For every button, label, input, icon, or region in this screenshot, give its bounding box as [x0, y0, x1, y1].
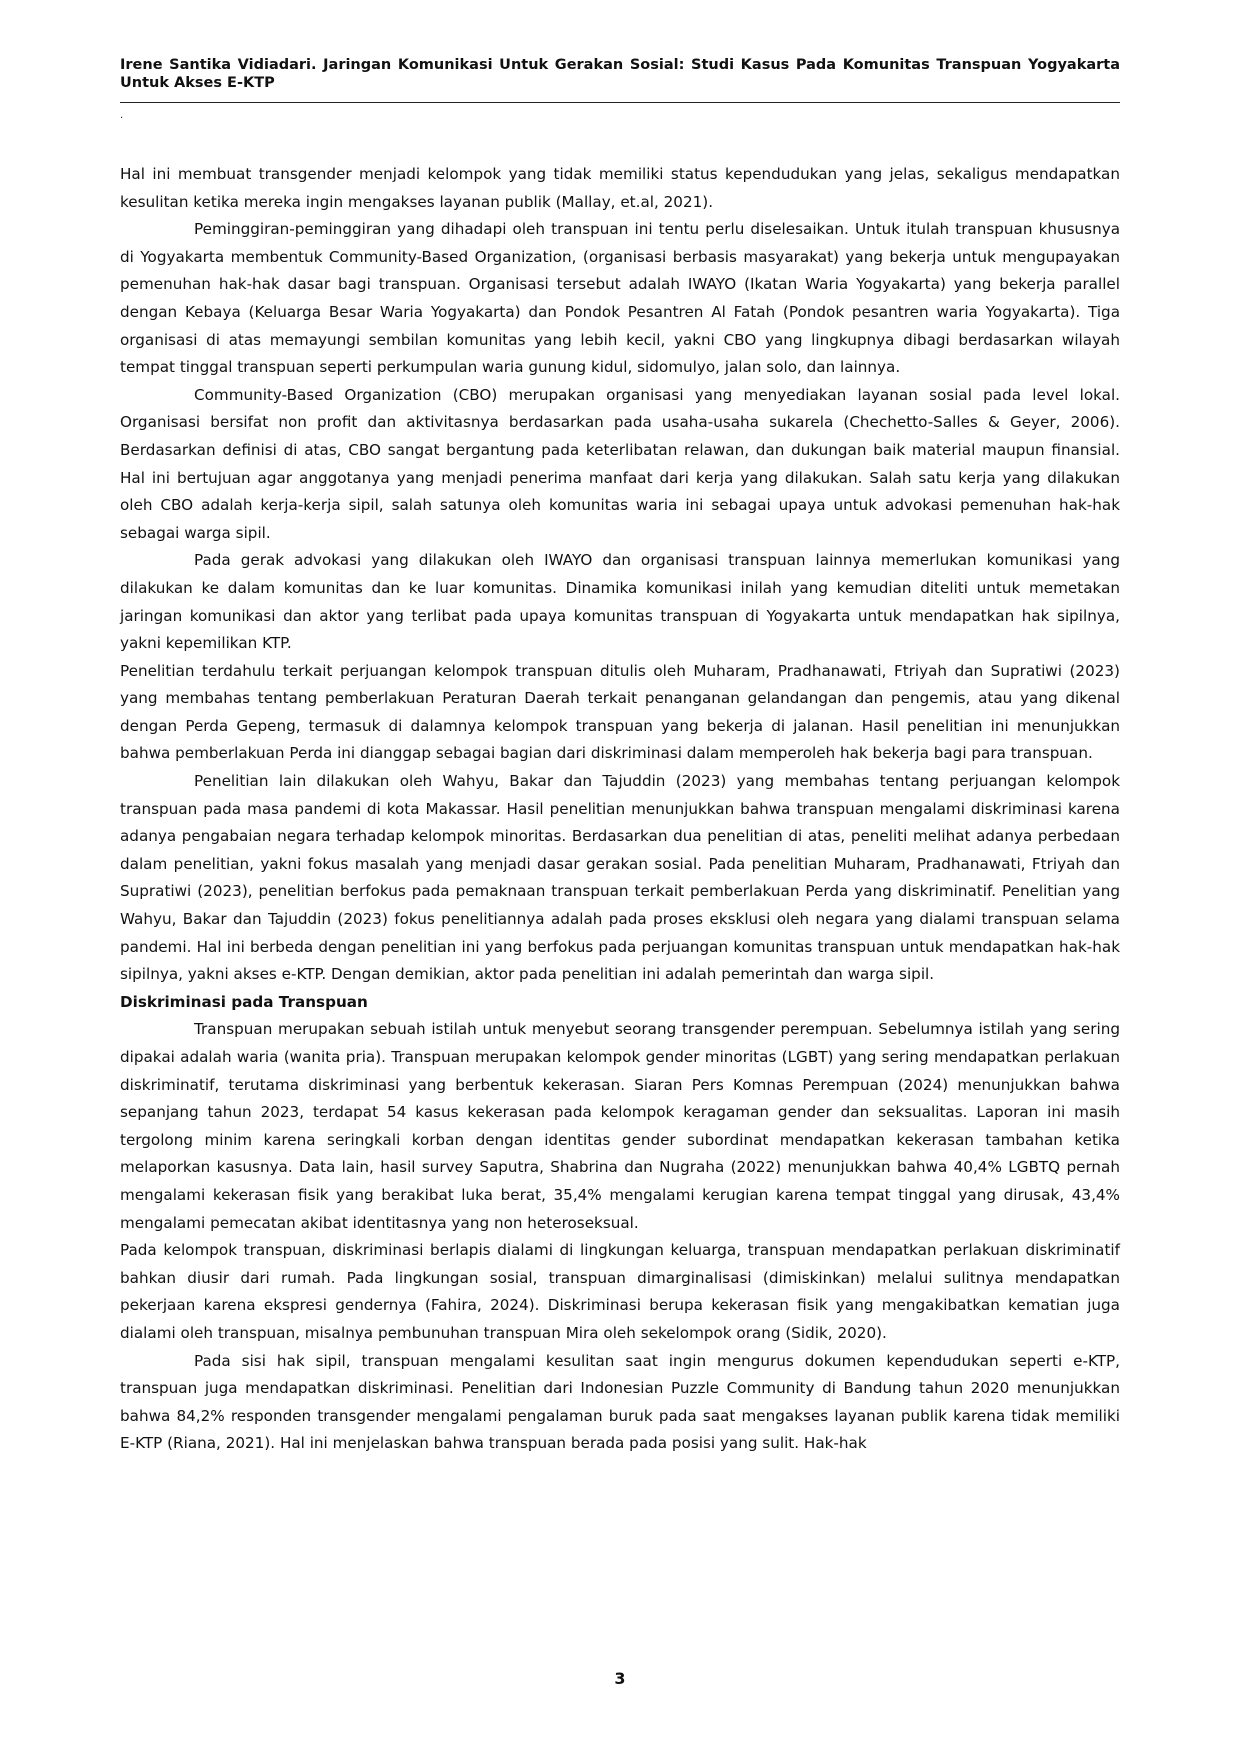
paragraph: Peminggiran-peminggiran yang dihadapi oleh transpuan ini tentu perlu diselesaikan. Untuk itulah transpuan khususnya di Yogyakarta membentuk Community-Based Organization, (organisasi berbasis masyarakat) yang bekerja untuk mengupayakan pemenuhan hak-hak dasar bagi transpuan. Organisasi tersebut adalah IWAYO (Ikatan Waria Yogyakarta) yang bekerja parallel dengan Kebaya (Keluarga Besar Waria Yogyakarta) dan Pondok Pesantren Al Fatah (Pondok pesantren waria Yogyakarta). Tiga organisasi di atas memayungi sembilan komunitas yang lebih kecil, yakni CBO yang lingkupnya dibagi berdasarkan wilayah tempat tinggal transpuan seperti perkumpulan waria gunung kidul, sidomulyo, jalan solo, dan lainnya. — [120, 220, 1120, 377]
paragraph: Transpuan merupakan sebuah istilah untuk menyebut seorang transgender perempuan. Sebelumnya istilah yang sering dipakai adalah waria (wanita pria). Transpuan merupakan kelompok gender minoritas (LGBT) yang sering mendapatkan perlakuan diskriminatif, terutama diskriminasi yang berbentuk kekerasan. Siaran Pers Komnas Perempuan (2024) menunjukkan bahwa sepanjang tahun 2023, terdapat 54 kasus kekerasan pada kelompok keragaman gender dan seksualitas. Laporan ini masih tergolong minim karena seringkali korban dengan identitas gender subordinat mendapatkan kekerasan tambahan ketika melaporkan kasusnya. Data lain, hasil survey Saputra, Shabrina dan Nugraha (2022) menunjukkan bahwa 40,4% LGBTQ pernah mengalami kekerasan fisik yang berakibat luka berat, 35,4% mengalami kerugian karena tempat tinggal yang dirusak, 43,4% mengalami pemecatan akibat identitasnya yang non heteroseksual. — [120, 1020, 1120, 1232]
header-divider — [120, 102, 1120, 103]
running-header: Irene Santika Vidiadari. Jaringan Komunikasi Untuk Gerakan Sosial: Studi Kasus Pada Komunitas Transpuan Yogyakarta Untuk Akses E-KTP — [120, 57, 1120, 91]
paragraph: Penelitian terdahulu terkait perjuangan kelompok transpuan ditulis oleh Muharam, Pradhanawati, Ftriyah dan Supratiwi (2023) yang membahas tentang pemberlakuan Peraturan Daerah terkait penanganan gelandangan dan pengemis, atau yang dikenal dengan Perda Gepeng, termasuk di dalamnya kelompok transpuan yang bekerja di jalanan. Hasil penelitian ini menunjukkan bahwa pemberlakuan Perda ini dianggap sebagai bagian dari diskriminasi dalam memperoleh hak bekerja bagi para transpuan. — [120, 661, 1120, 763]
header-marker: . — [120, 110, 124, 121]
paragraph: Pada sisi hak sipil, transpuan mengalami kesulitan saat ingin mengurus dokumen kependudukan seperti e-KTP, transpuan juga mendapatkan diskriminasi. Penelitian dari Indonesian Puzzle Community di Bandung tahun 2020 menunjukkan bahwa 84,2% responden transgender mengalami pengalaman buruk pada saat mengakses layanan publik karena tidak memiliki E-KTP (Riana, 2021). Hal ini menjelaskan bahwa transpuan berada pada posisi yang sulit. Hak-hak — [120, 1351, 1120, 1453]
article-body — [120, 161, 1120, 1458]
paragraph: Pada kelompok transpuan, diskriminasi berlapis dialami di lingkungan keluarga, transpuan mendapatkan perlakuan diskriminatif bahkan diusir dari rumah. Pada lingkungan sosial, transpuan dimarginalisasi (dimiskinkan) melalui sulitnya mendapatkan pekerjaan karena ekspresi gendernya (Fahira, 2024). Diskriminasi berupa kekerasan fisik yang mengakibatkan kematian juga dialami oleh transpuan, misalnya pembunuhan transpuan Mira oleh sekelompok orang (Sidik, 2020). — [120, 1241, 1120, 1342]
paragraph: Penelitian lain dilakukan oleh Wahyu, Bakar dan Tajuddin (2023) yang membahas tentang perjuangan kelompok transpuan pada masa pandemi di kota Makassar. Hasil penelitian menunjukkan bahwa transpuan mengalami diskriminasi karena adanya pengabaian negara terhadap kelompok minoritas. Berdasarkan dua penelitian di atas, peneliti melihat adanya perbedaan dalam penelitian, yakni fokus masalah yang menjadi dasar gerakan sosial. Pada penelitian Muharam, Pradhanawati, Ftriyah dan Supratiwi (2023), penelitian berfokus pada pemaknaan transpuan terkait pemberlakuan Perda yang diskriminatif. Penelitian yang Wahyu, Bakar dan Tajuddin (2023) fokus penelitiannya adalah pada proses eksklusi oleh negara yang dialami transpuan selama pandemi. Hal ini berbeda dengan penelitian ini yang berfokus pada perjuangan komunitas transpuan untuk mendapatkan hak-hak sipilnya, yakni akses e-KTP. Dengan demikian, aktor pada penelitian ini adalah pemerintah dan warga sipil. — [120, 772, 1120, 984]
paragraph: Pada gerak advokasi yang dilakukan oleh IWAYO dan organisasi transpuan lainnya memerlukan komunikasi yang dilakukan ke dalam komunitas dan ke luar komunitas. Dinamika komunikasi inilah yang kemudian diteliti untuk memetakan jaringan komunikasi dan aktor yang terlibat pada upaya komunitas transpuan di Yogyakarta untuk mendapatkan hak sipilnya, yakni kepemilikan KTP. — [120, 551, 1120, 653]
paragraph: Hal ini membuat transgender menjadi kelompok yang tidak memiliki status kependudukan yang jelas, sekaligus mendapatkan kesulitan ketika mereka ingin mengakses layanan publik (Mallay, et.al, 2021). — [120, 165, 1120, 211]
page-number: 3 — [614, 1669, 626, 1688]
paragraph: Community-Based Organization (CBO) merupakan organisasi yang menyediakan layanan sosial pada level lokal. Organisasi bersifat non profit dan aktivitasnya berdasarkan pada usaha-usaha sukarela (Chechetto-Salles & Geyer, 2006). Berdasarkan definisi di atas, CBO sangat bergantung pada keterlibatan relawan, dan dukungan baik material maupun finansial. Hal ini bertujuan agar anggotanya yang menjadi penerima manfaat dari kerja yang dilakukan. Salah satu kerja yang dilakukan oleh CBO adalah kerja-kerja sipil, salah satunya oleh komunitas waria ini sebagai upaya untuk advokasi pemenuhan hak-hak sebagai warga sipil. — [120, 385, 1120, 542]
section-heading: Diskriminasi pada Transpuan — [120, 992, 368, 1011]
